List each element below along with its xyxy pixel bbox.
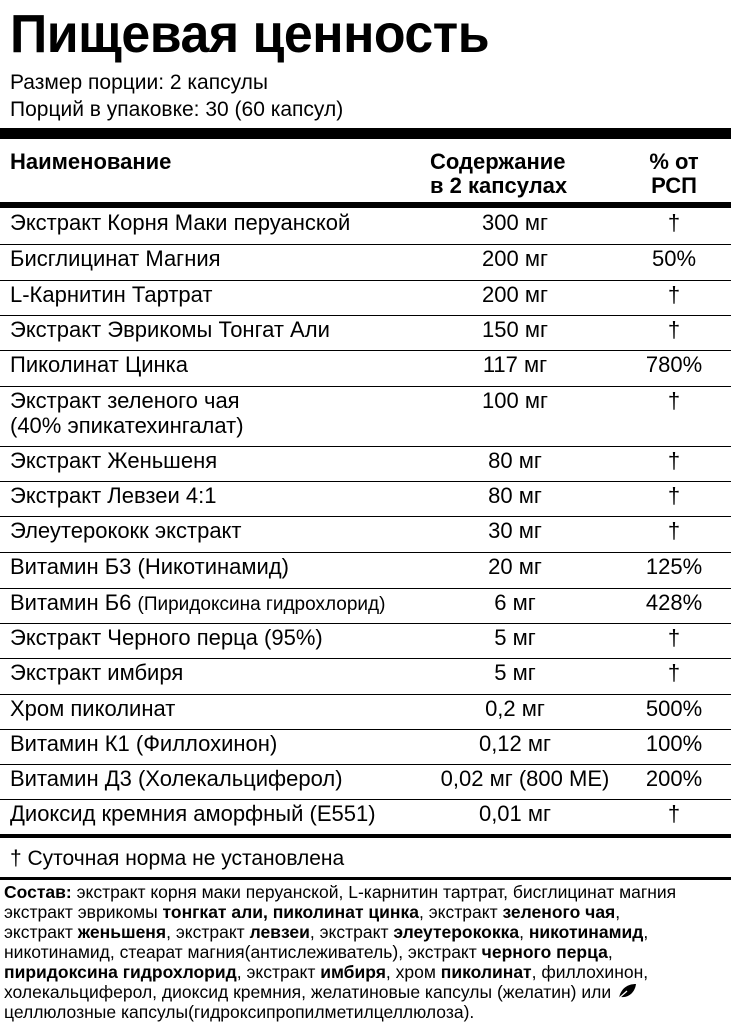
composition-text-segment: , xyxy=(607,942,613,962)
row-divider xyxy=(0,764,731,765)
header-amount-line1: Содержание xyxy=(430,149,566,174)
nutrient-daily-value: † xyxy=(667,801,681,826)
composition-line xyxy=(4,922,724,942)
composition-line xyxy=(4,902,724,922)
nutrient-name-text: L-Карнитин Тартрат xyxy=(10,282,213,307)
composition-text-segment: , экстракт xyxy=(166,922,250,942)
leaf-icon xyxy=(616,982,638,1004)
composition-bold-text: черного перца xyxy=(481,942,608,962)
row-divider xyxy=(0,280,731,281)
composition-bold-text: Состав: xyxy=(4,882,72,902)
nutrient-amount: 0,02 мг (800 МЕ) xyxy=(440,766,610,791)
row-divider xyxy=(0,386,731,387)
row-divider xyxy=(0,623,731,624)
composition-line xyxy=(4,1002,724,1022)
nutrient-amount: 150 мг xyxy=(482,317,548,342)
composition-text-segment: , xyxy=(643,922,649,942)
nutrient-amount: 0,2 мг xyxy=(485,696,545,721)
composition-bold-text: никотинамид xyxy=(528,922,644,942)
nutrient-name xyxy=(10,554,289,580)
composition-line xyxy=(4,882,724,902)
nutrient-name-text: Диоксид кремния аморфный (E551) xyxy=(10,801,376,826)
nutrient-name xyxy=(10,282,213,308)
row-divider xyxy=(0,552,731,553)
nutrient-amount: 80 мг xyxy=(488,483,542,508)
nutrient-name xyxy=(10,210,350,236)
thick-divider xyxy=(0,128,731,139)
composition-bold-text: тонгкат али, пиколинат цинка xyxy=(162,902,419,922)
row-divider xyxy=(0,799,731,800)
nutrient-name xyxy=(10,625,323,651)
nutrient-name-text: Витамин Д3 (Холекальциферол) xyxy=(10,766,343,791)
nutrient-daily-value: 50% xyxy=(651,246,697,271)
composition-text-segment: , экстракт xyxy=(236,962,321,982)
nutrient-amount: 117 мг xyxy=(482,352,548,377)
nutrient-name xyxy=(10,766,343,792)
composition-text-segment: холекальциферол, диоксид кремния, желатиновые капсулы (желатин) или xyxy=(4,982,612,1002)
header-pct-line2: РСП xyxy=(651,173,697,198)
nutrient-daily-value: 200% xyxy=(645,766,703,791)
row-divider xyxy=(0,658,731,659)
servings-per-container: Порций в упаковке: 30 (60 капсул) xyxy=(10,98,344,121)
nutrient-daily-value: † xyxy=(667,448,681,473)
composition-text-segment: , филлохинон, xyxy=(531,962,649,982)
row-divider xyxy=(0,481,731,482)
composition-line xyxy=(4,942,724,962)
composition-bold-text: имбиря xyxy=(320,962,386,982)
composition-text-segment: , экстракт xyxy=(309,922,394,942)
nutrient-daily-value: 125% xyxy=(645,554,703,579)
row-divider xyxy=(0,350,731,351)
table-bottom-divider xyxy=(0,834,731,838)
nutrient-daily-value: † xyxy=(667,518,681,543)
nutrient-name xyxy=(10,317,330,343)
header-amount-line2: в 2 капсулах xyxy=(430,173,568,198)
nutrient-name-text: Экстракт Черного перца (95%) xyxy=(10,625,323,650)
nutrient-amount: 5 мг xyxy=(494,660,536,685)
composition-bold-text: элеутерококка xyxy=(393,922,520,942)
nutrient-amount: 30 мг xyxy=(488,518,542,543)
nutrient-name xyxy=(10,448,217,474)
nutrient-daily-value: † xyxy=(667,317,681,342)
row-divider xyxy=(0,315,731,316)
nutrient-name-text: Экстракт Женьшеня xyxy=(10,448,218,473)
composition-divider xyxy=(0,877,731,880)
composition-bold-text: левзеи xyxy=(249,922,310,942)
nutrient-daily-value: † xyxy=(667,282,681,307)
nutrient-daily-value: 500% xyxy=(645,696,703,721)
nutrient-name-text: Витамин Б6 xyxy=(10,590,132,615)
nutrient-name-text: Пиколинат Цинка xyxy=(10,352,188,377)
row-divider xyxy=(0,729,731,730)
composition-bold-text: пиколинат xyxy=(440,962,532,982)
nutrient-amount: 100 мг xyxy=(482,388,548,413)
nutrient-name-text: Витамин Б3 (Никотинамид) xyxy=(10,554,289,579)
header-pct xyxy=(626,150,722,198)
nutrient-daily-value: † xyxy=(667,210,681,235)
composition-text-segment: , экстракт xyxy=(419,902,503,922)
composition-text xyxy=(4,882,724,1022)
composition-text-segment: экстракт эврикомы xyxy=(4,902,163,922)
nutrient-amount: 0,12 мг xyxy=(478,731,552,756)
nutrient-name xyxy=(10,801,376,827)
nutrient-daily-value: † xyxy=(667,625,681,650)
composition-text-segment: экстракт xyxy=(4,922,78,942)
footnote: † Суточная норма не установлена xyxy=(10,847,345,870)
composition-bold-text: зеленого чая xyxy=(502,902,616,922)
composition-text-segment: экстракт корня маки перуанской, L-карнитин тартрат, бисглицинат магния xyxy=(71,882,677,902)
nutrient-daily-value: 428% xyxy=(645,590,703,615)
nutrient-name-text: Витамин К1 (Филлохинон) xyxy=(10,731,278,756)
nutrient-daily-value: † xyxy=(667,483,681,508)
nutrient-name xyxy=(10,483,216,509)
nutrient-name-text: Экстракт Левзеи 4:1 xyxy=(10,483,217,508)
nutrient-amount: 6 мг xyxy=(494,590,536,615)
nutrient-name xyxy=(10,388,244,438)
nutrient-name-text: Бисглицинат Магния xyxy=(10,246,221,271)
nutrient-daily-value: † xyxy=(667,660,681,685)
page-title: Пищевая ценность xyxy=(10,4,490,64)
nutrient-name-text: Экстракт имбиря xyxy=(10,660,184,685)
composition-bold-text: пиридоксина гидрохлорид xyxy=(4,962,237,982)
composition-text-segment: никотинамид, стеарат магния(антислеживатель), экстракт xyxy=(4,942,482,962)
nutrient-name-detail: (Пиридоксина гидрохлорид) xyxy=(137,594,386,615)
nutrient-amount: 200 мг xyxy=(482,246,548,271)
header-pct-line1: % от xyxy=(649,149,699,174)
row-divider xyxy=(0,516,731,517)
composition-text-segment: , хром xyxy=(385,962,441,982)
nutrient-name-text: Элеутерококк экстракт xyxy=(10,518,242,543)
composition-line xyxy=(4,982,724,1002)
nutrient-amount: 200 мг xyxy=(482,282,548,307)
composition-text-segment: , xyxy=(615,902,621,922)
nutrient-amount: 5 мг xyxy=(494,625,536,650)
nutrient-daily-value: † xyxy=(667,388,681,413)
row-divider xyxy=(0,244,731,245)
header-name: Наименование xyxy=(10,149,172,174)
nutrient-name-text: Хром пиколинат xyxy=(10,696,176,721)
nutrient-name xyxy=(10,246,221,272)
nutrient-amount: 300 мг xyxy=(482,210,548,235)
nutrient-amount: 0,01 мг xyxy=(478,801,552,826)
nutrient-daily-value: 780% xyxy=(645,352,703,377)
nutrient-name xyxy=(10,696,175,722)
nutrient-name xyxy=(10,660,183,686)
nutrient-amount: 20 мг xyxy=(488,554,542,579)
composition-line xyxy=(4,962,724,982)
header-amount xyxy=(430,150,610,198)
nutrient-name-text: Экстракт Корня Маки перуанской xyxy=(10,210,351,235)
nutrient-daily-value: 100% xyxy=(645,731,703,756)
row-divider xyxy=(0,694,731,695)
composition-text-segment: , xyxy=(519,922,529,942)
row-divider xyxy=(0,588,731,589)
nutrient-name-text: Экстракт Эврикомы Тонгат Али xyxy=(10,317,330,342)
composition-text-segment: целлюлозные капсулы(гидроксипропилметилцеллюлоза). xyxy=(4,1002,475,1022)
nutrient-name-text: Экстракт зеленого чая xyxy=(10,388,240,413)
nutrient-name-line2: (40% эпикатехингалат) xyxy=(10,413,244,438)
nutrient-name xyxy=(10,352,188,378)
row-divider xyxy=(0,446,731,447)
nutrient-amount: 80 мг xyxy=(488,448,542,473)
nutrient-name xyxy=(10,731,277,757)
serving-size: Размер порции: 2 капсулы xyxy=(10,71,268,94)
composition-bold-text: женьшеня xyxy=(77,922,167,942)
nutrient-name xyxy=(10,590,385,618)
nutrient-name xyxy=(10,518,242,544)
header-divider xyxy=(0,202,731,208)
